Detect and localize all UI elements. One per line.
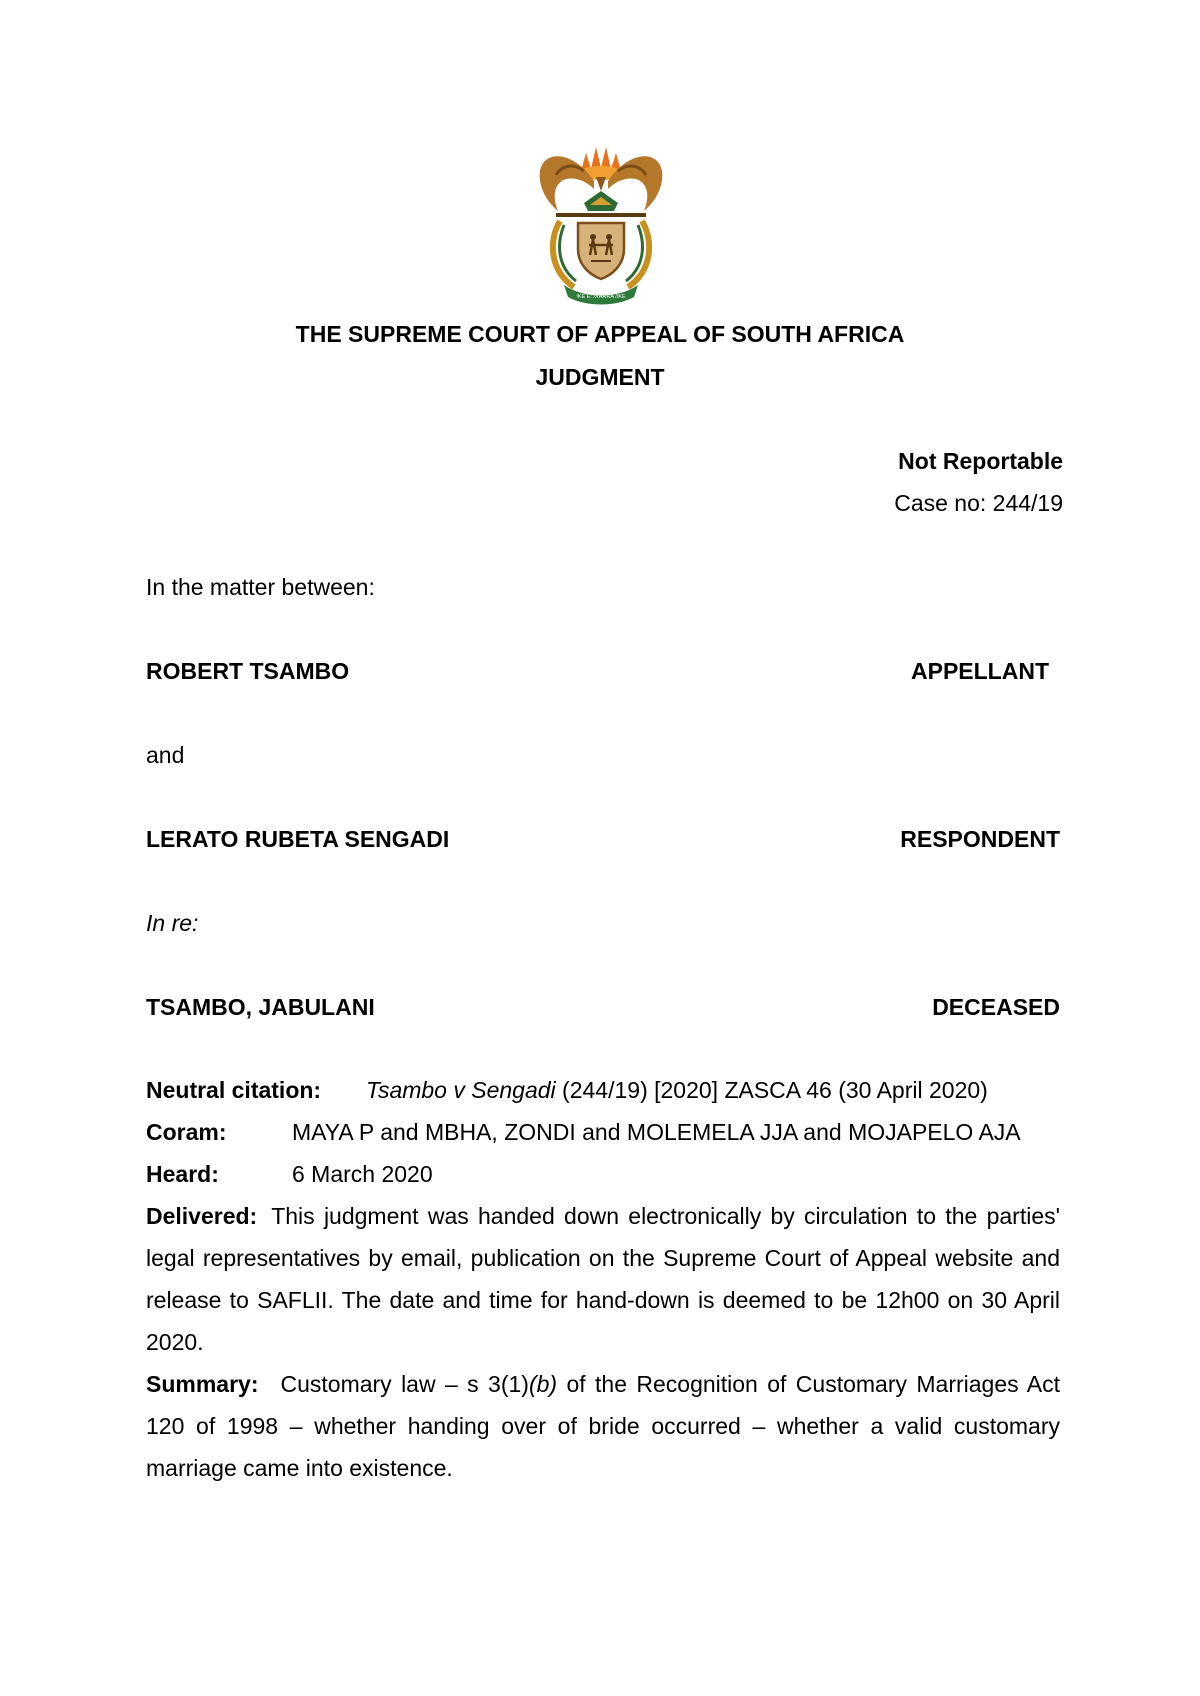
case-number: Case no: 244/19 bbox=[894, 490, 1063, 516]
coram-row bbox=[146, 1111, 1060, 1153]
deceased-role: DECEASED bbox=[932, 994, 1060, 1020]
delivered-paragraph bbox=[146, 1195, 1060, 1363]
summary-paragraph bbox=[146, 1363, 1060, 1489]
citation-case-name: Tsambo v Sengadi bbox=[366, 1077, 556, 1103]
in-re-label: In re: bbox=[146, 910, 199, 936]
delivered-value: This judgment was handed down electronically by circulation to the parties' legal representatives by email, publication on the Supreme Court of Appeal website and release to SAFLII. The date and time for hand-down is deemed to be 12h00 on 30 April 2020. bbox=[146, 1203, 1060, 1355]
deceased-name: TSAMBO, JABULANI bbox=[146, 994, 375, 1020]
summary-label: Summary: bbox=[146, 1371, 259, 1397]
summary-paragraph-ref: (b) bbox=[528, 1371, 558, 1397]
summary-text-start: Customary law – s 3(1) bbox=[280, 1371, 529, 1397]
coat-of-arms-emblem bbox=[534, 141, 668, 305]
respondent-name: LERATO RUBETA SENGADI bbox=[146, 826, 450, 852]
appellant-role: APPELLANT bbox=[911, 658, 1049, 684]
heard-row bbox=[146, 1153, 1060, 1195]
document-type: JUDGMENT bbox=[535, 364, 665, 390]
coram-label: Coram: bbox=[146, 1119, 227, 1145]
respondent-role: RESPONDENT bbox=[900, 826, 1060, 852]
emblem-motto: !KE E: /XARRA //KE bbox=[576, 294, 626, 300]
heard-value: 6 March 2020 bbox=[292, 1161, 433, 1187]
court-title: THE SUPREME COURT OF APPEAL OF SOUTH AFRICA bbox=[295, 321, 905, 347]
citation-label: Neutral citation: bbox=[146, 1077, 322, 1103]
coram-value: MAYA P and MBHA, ZONDI and MOLEMELA JJA and MOJAPELO AJA bbox=[292, 1119, 1021, 1145]
parties-intro: In the matter between: bbox=[146, 574, 375, 600]
heard-label: Heard: bbox=[146, 1161, 219, 1187]
summary-text-end: of the Recognition of Customary Marriages Act 120 of 1998 – whether handing over of bride occurred – whether a valid customary marriage came into existence. bbox=[146, 1371, 1060, 1481]
shield-icon bbox=[578, 223, 624, 279]
appellant-name: ROBERT TSAMBO bbox=[146, 658, 350, 684]
neutral-citation-row bbox=[146, 1069, 1060, 1111]
citation-reference: (244/19) [2020] ZASCA 46 (30 April 2020) bbox=[555, 1077, 988, 1103]
parties-connector: and bbox=[146, 742, 185, 768]
reportability-status: Not Reportable bbox=[898, 448, 1063, 474]
delivered-label: Delivered: bbox=[146, 1203, 258, 1229]
